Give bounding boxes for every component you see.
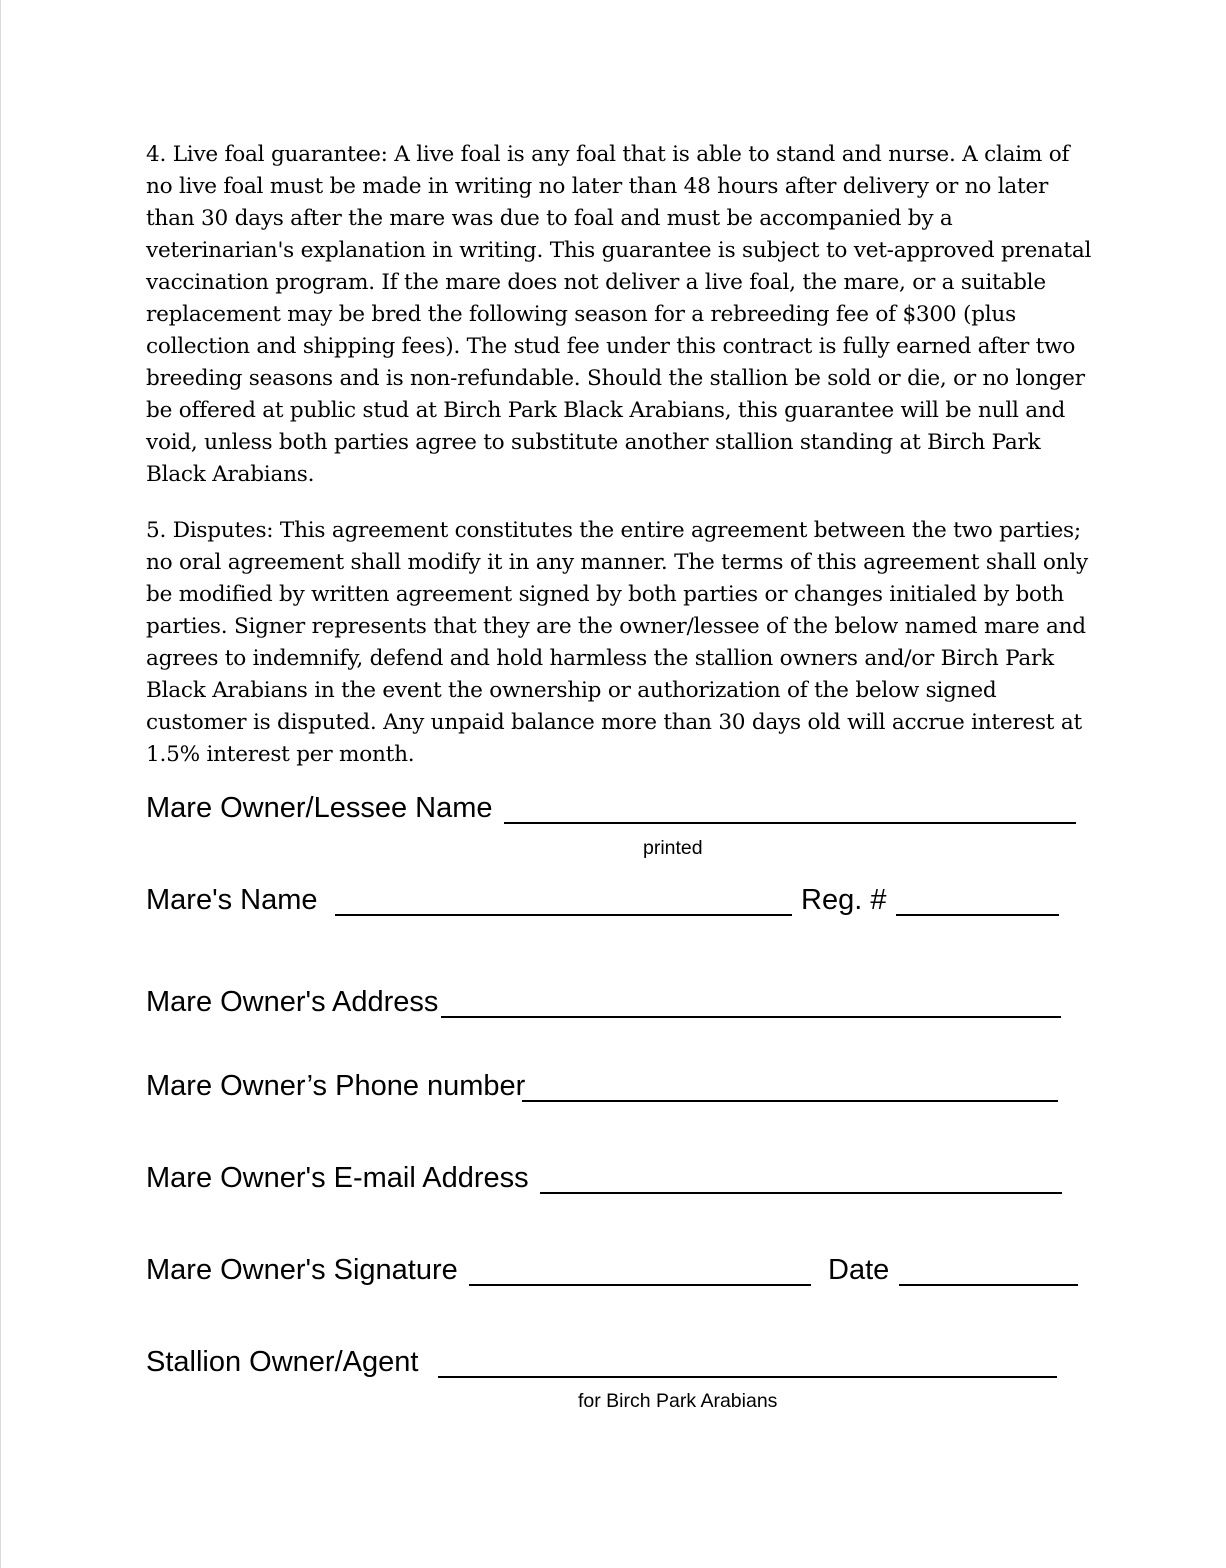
text-line: 5. Disputes: This agreement constitutes the entire agreement between the two parties; bbox=[146, 518, 1081, 543]
signature-field[interactable] bbox=[469, 1284, 811, 1286]
email-field[interactable] bbox=[540, 1192, 1062, 1194]
reg-number-label: Reg. # bbox=[801, 884, 887, 916]
date-field[interactable] bbox=[899, 1284, 1078, 1286]
text-line: be modified by written agreement signed by both parties or changes initialed by both bbox=[146, 582, 1064, 607]
phone-row bbox=[146, 1070, 1066, 1110]
stallion-agent-field[interactable] bbox=[438, 1376, 1057, 1378]
signature-label: Mare Owner's Signature bbox=[146, 1254, 458, 1286]
text-line: customer is disputed. Any unpaid balance more than 30 days old will accrue interest at bbox=[146, 710, 1082, 735]
text-line: 4. Live foal guarantee: A live foal is any foal that is able to stand and nurse. A claim of bbox=[146, 142, 1070, 167]
text-line: be offered at public stud at Birch Park Black Arabians, this guarantee will be null and bbox=[146, 398, 1066, 423]
date-label: Date bbox=[828, 1254, 890, 1286]
owner-name-field[interactable] bbox=[504, 822, 1076, 824]
text-line: replacement may be bred the following season for a rebreeding fee of $300 (plus bbox=[146, 302, 1016, 327]
stallion-agent-row bbox=[146, 1346, 1066, 1386]
text-line: no live foal must be made in writing no later than 48 hours after delivery or no later bbox=[146, 174, 1049, 199]
text-line: than 30 days after the mare was due to foal and must be accompanied by a bbox=[146, 206, 953, 231]
owner-name-caption: printed bbox=[643, 837, 703, 859]
text-line: Black Arabians in the event the ownership or authorization of the below signed bbox=[146, 678, 997, 703]
clause-5-disputes bbox=[146, 515, 1091, 771]
address-row bbox=[146, 986, 1066, 1026]
owner-name-label: Mare Owner/Lessee Name bbox=[146, 792, 493, 824]
text-line: collection and shipping fees). The stud fee under this contract is fully earned after two bbox=[146, 334, 1076, 359]
phone-field[interactable] bbox=[522, 1100, 1058, 1102]
reg-number-field[interactable] bbox=[896, 914, 1059, 916]
text-line: void, unless both parties agree to substitute another stallion standing at Birch Park bbox=[146, 430, 1041, 455]
text-line: vaccination program. If the mare does not deliver a live foal, the mare, or a suitable bbox=[146, 270, 1046, 295]
text-line: agrees to indemnify, defend and hold harmless the stallion owners and/or Birch Park bbox=[146, 646, 1054, 671]
text-line: veterinarian's explanation in writing. This guarantee is subject to vet-approved prenatal bbox=[146, 238, 1092, 263]
address-field[interactable] bbox=[441, 1016, 1061, 1018]
text-line: no oral agreement shall modify it in any manner. The terms of this agreement shall only bbox=[146, 550, 1088, 575]
address-label: Mare Owner's Address bbox=[146, 986, 439, 1018]
owner-name-row bbox=[146, 792, 1086, 832]
stallion-agent-label: Stallion Owner/Agent bbox=[146, 1346, 419, 1378]
clause-4-live-foal-guarantee bbox=[146, 139, 1091, 491]
mare-name-row bbox=[146, 884, 1066, 924]
email-row bbox=[146, 1162, 1066, 1202]
text-line: 1.5% interest per month. bbox=[146, 742, 415, 767]
text-line: parties. Signer represents that they are the owner/lessee of the below named mare and bbox=[146, 614, 1086, 639]
mare-name-field[interactable] bbox=[335, 914, 792, 916]
mare-name-label: Mare's Name bbox=[146, 884, 318, 916]
signature-row bbox=[146, 1254, 1081, 1294]
text-line: Black Arabians. bbox=[146, 462, 315, 487]
email-label: Mare Owner's E-mail Address bbox=[146, 1162, 529, 1194]
page-edge bbox=[0, 0, 1, 1568]
stallion-agent-caption: for Birch Park Arabians bbox=[578, 1390, 778, 1412]
text-line: breeding seasons and is non-refundable. Should the stallion be sold or die, or no longer bbox=[146, 366, 1085, 391]
phone-label: Mare Owner’s Phone number bbox=[146, 1070, 526, 1102]
